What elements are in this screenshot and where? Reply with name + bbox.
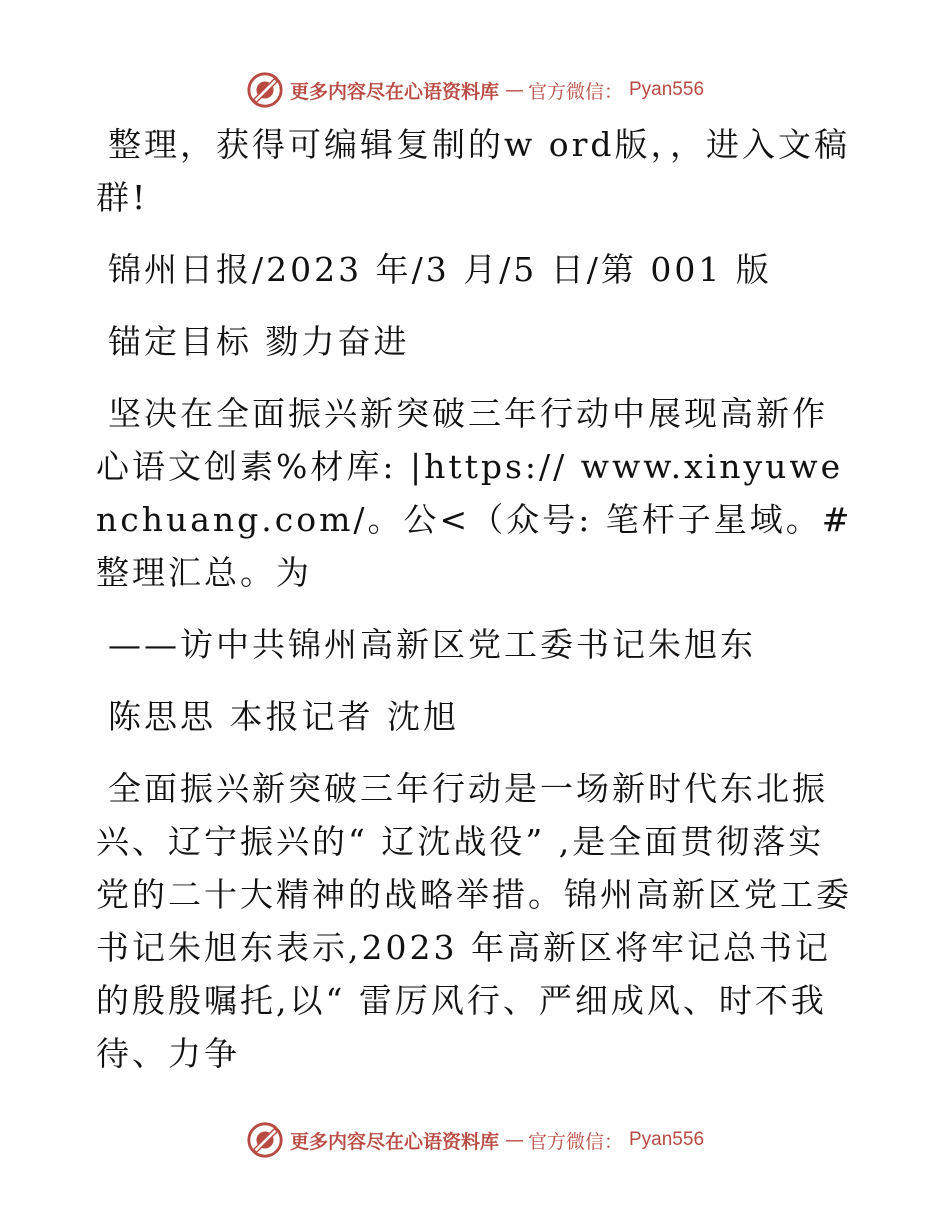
headline: 锚定目标 勠力奋进 bbox=[108, 322, 410, 361]
source-line: 锦州日报/2023 年/3 月/5 日/第 001 版 bbox=[108, 250, 772, 289]
watermark-brand-text: 更多内容尽在心语资料库 bbox=[289, 80, 499, 103]
brand-logo-icon bbox=[246, 71, 284, 109]
intro-line: 整理，获得可编辑复制的w ord版，，进入文稿群! bbox=[96, 125, 851, 217]
watermark-contact-label: 官方微信： bbox=[527, 80, 623, 103]
subheadline: 坚决在全面振兴新突破三年行动中展现高新作心语文创素%材库: |https:// www.xinyuwenchuang.com/。公<（众号: 笔杆子星域。#整理汇总。为 bbox=[96, 394, 853, 592]
watermark-separator: — bbox=[504, 79, 522, 101]
watermark-separator: — bbox=[504, 1129, 522, 1151]
brand-logo-icon bbox=[246, 1121, 284, 1159]
header-watermark bbox=[0, 68, 950, 112]
interview-line: ——访中共锦州高新区党工委书记朱旭东 bbox=[108, 625, 756, 664]
footer-watermark bbox=[0, 1118, 950, 1162]
watermark-handle: Pyan556 bbox=[629, 1129, 705, 1150]
watermark-brand-text: 更多内容尽在心语资料库 bbox=[289, 1130, 499, 1153]
byline: 陈思思 本报记者 沈旭 bbox=[108, 697, 459, 736]
watermark-contact-label: 官方微信： bbox=[527, 1130, 623, 1153]
watermark-handle: Pyan556 bbox=[629, 79, 705, 100]
document-body bbox=[96, 118, 856, 1099]
body-paragraph: 全面振兴新突破三年行动是一场新时代东北振兴、辽宁振兴的“ 辽沈战役” ,是全面贯彻落实党的二十大精神的战略举措。锦州高新区党工委书记朱旭东表示,2023 年高新区将牢记总书记的殷殷嘱托,以“ 雷厉风行、严细成风、时不我待、力争 bbox=[96, 769, 852, 1073]
